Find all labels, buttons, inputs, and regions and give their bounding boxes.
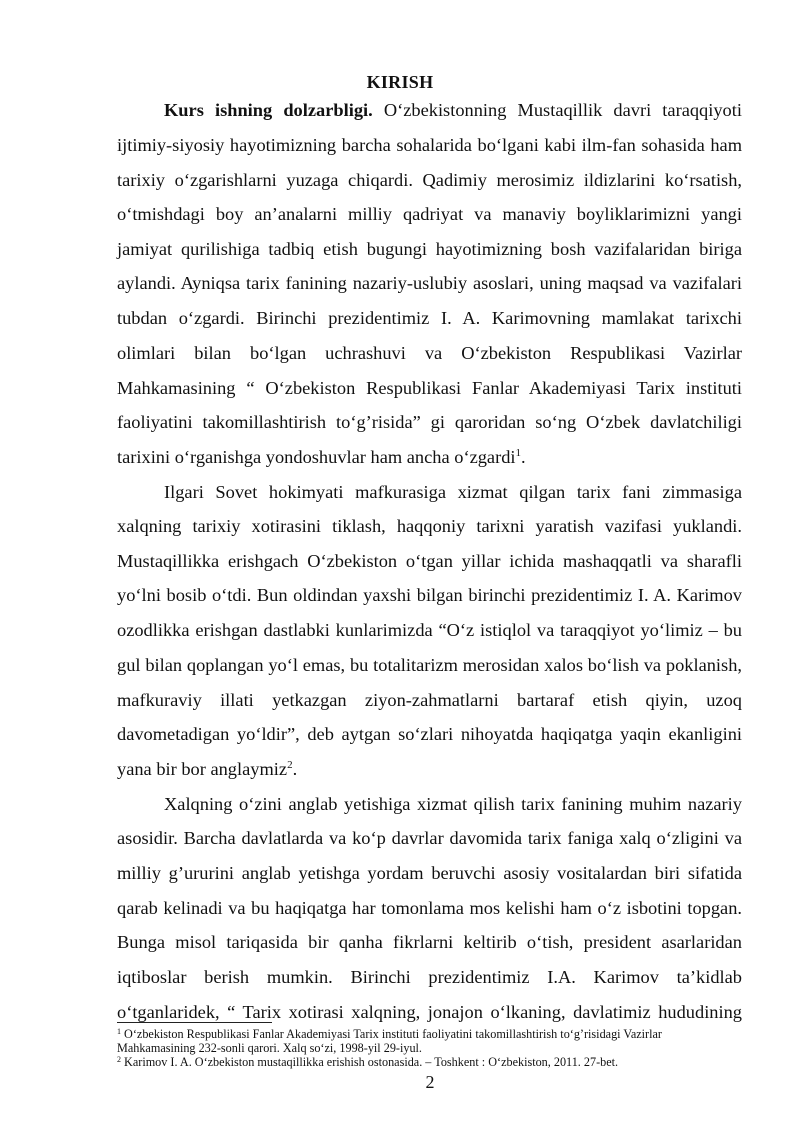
paragraph-line: ozodlikka erishgan dastlabki kunlarimizda “O‘z istiqlol va taraqqiyot yo‘limiz – bu [117, 620, 742, 640]
paragraph-line: Bunga misol tariqasida bir qanha fikrlarni keltirib o‘tish, president asarlaridan [117, 932, 742, 952]
paragraph-line: faoliyatini takomillashtirish to‘g’risida” gi qaroridan so‘ng O‘zbek davlatchiligi [117, 412, 742, 432]
paragraph-text: O‘zbekistonning Mustaqillik davri taraqqiyoti [372, 100, 742, 120]
footnote-separator [117, 1022, 272, 1023]
paragraph-line: xalqning tarixiy xotirasini tiklash, haqqoniy tarixni yaratish vazifasi yuklandi. [117, 516, 742, 536]
page-number: 2 [425, 1072, 435, 1092]
paragraph-line: tarixini o‘rganishga yondoshuvlar ham ancha o‘zgardi$^1$. [117, 447, 526, 467]
paragraph-line: mafkuraviy illati yetkazgan ziyon-zahmatlarni bartaraf etish qiyin, uzoq [117, 690, 742, 710]
paragraph-line: asosidir. Barcha davlatlarda va ko‘p davrlar davomida tarix faniga xalq o‘zligini va [117, 828, 742, 848]
footnote: $^1$ O‘zbekiston Respublikasi Fanlar Akademiyasi Tarix instituti faoliyatini takomillashtirish to‘g’risidagi Vazirlar [117, 1027, 662, 1041]
paragraph-line: milliy g’ururini anglab yetishga yordam beruvchi asosiy vositalardan biri sifatida [117, 863, 742, 883]
paragraph-line: tubdan o‘zgardi. Birinchi prezidentimiz I. A. Karimovning mamlakat tarixchi [117, 308, 742, 328]
paragraph-line: yana bir bor anglaymiz$^2$. [117, 759, 298, 779]
paragraph-line: o‘tmishdagi boy an’analarni milliy qadriyat va manaviy boyliklarimizni yangi [117, 204, 742, 224]
section-title: KIRISH [366, 72, 434, 92]
paragraph-line: davometadigan yo‘ldir”, deb aytgan so‘zlari nihoyatda haqiqatga yaqin ekanligini [117, 724, 742, 744]
paragraph-line: Mahkamasining “ O‘zbekiston Respublikasi Fanlar Akademiyasi Tarix instituti [117, 378, 742, 398]
paragraph-line: iqtiboslar berish mumkin. Birinchi prezidentimiz I.A. Karimov ta’kidlab [117, 967, 742, 987]
paragraph-line: Mustaqillikka erishgach O‘zbekiston o‘tgan yillar ichida mashaqqatli va sharafli [117, 551, 742, 571]
paragraph-line: o‘tganlaridek, “ Tarix xotirasi xalqning, jonajon o‘lkaning, davlatimiz hududining [117, 1002, 742, 1022]
paragraph-line: aylandi. Ayniqsa tarix fanining nazariy-uslubiy asoslari, uning maqsad va vazifalari [117, 273, 742, 293]
footnote-number: 1 [117, 1027, 121, 1036]
paragraph-line: Ilgari Sovet hokimyati mafkurasiga xizmat qilgan tarix fani zimmasiga [164, 482, 742, 502]
paragraph-heading: Kurs ishning dolzarbligi. [164, 100, 373, 120]
paragraph-line: qarab kelinadi va bu haqiqatga har tomonlama mos kelishi ham o‘z isbotini topgan. [117, 898, 742, 918]
paragraph-line: Xalqning o‘zini anglab yetishiga xizmat qilish tarix fanining muhim nazariy [164, 794, 742, 814]
footnote-ref: 1 [515, 447, 522, 459]
footnote: Mahkamasining 232-sonli qarori. Xalq so‘zi, 1998-yil 29-iyul. [117, 1041, 422, 1055]
footnote-ref: 2 [287, 759, 293, 771]
paragraph-line: yo‘lni bosib o‘tdi. Bun oldindan yaxshi bilgan birinchi prezidentimiz I. A. Karimov [117, 585, 742, 605]
paragraph-line [164, 98, 742, 122]
paragraph-text: yana bir bor anglaymiz [117, 759, 288, 779]
footnote: $^2$ Karimov I. A. O‘zbekiston mustaqillikka erishish ostonasida. – Toshkent : O‘zbekiston, 2011. 27-bet. [117, 1055, 619, 1069]
paragraph-text: tarixini o‘rganishga yondoshuvlar ham ancha o‘zgardi [117, 447, 516, 467]
paragraph-line: ijtimiy-siyosiy hayotimizning barcha sohalarida bo‘lgani kabi ilm-fan sohasida ham [117, 135, 742, 155]
paragraph-line: gul bilan qoplangan yo‘l emas, bu totalitarizm merosidan xalos bo‘lish va poklanish, [117, 655, 742, 675]
paragraph-line: tarixiy o‘zgarishlarni yuzaga chiqardi. Qadimiy merosimiz ildizlarini ko‘rsatish, [117, 170, 742, 190]
paragraph-line: olimlari bilan bo‘lgan uchrashuvi va O‘zbekiston Respublikasi Vazirlar [117, 343, 742, 363]
paragraph-line: jamiyat qurilishiga tadbiq etish bugungi hayotimizning bosh vazifalaridan biriga [117, 239, 742, 259]
footnote-number: 2 [117, 1055, 121, 1064]
